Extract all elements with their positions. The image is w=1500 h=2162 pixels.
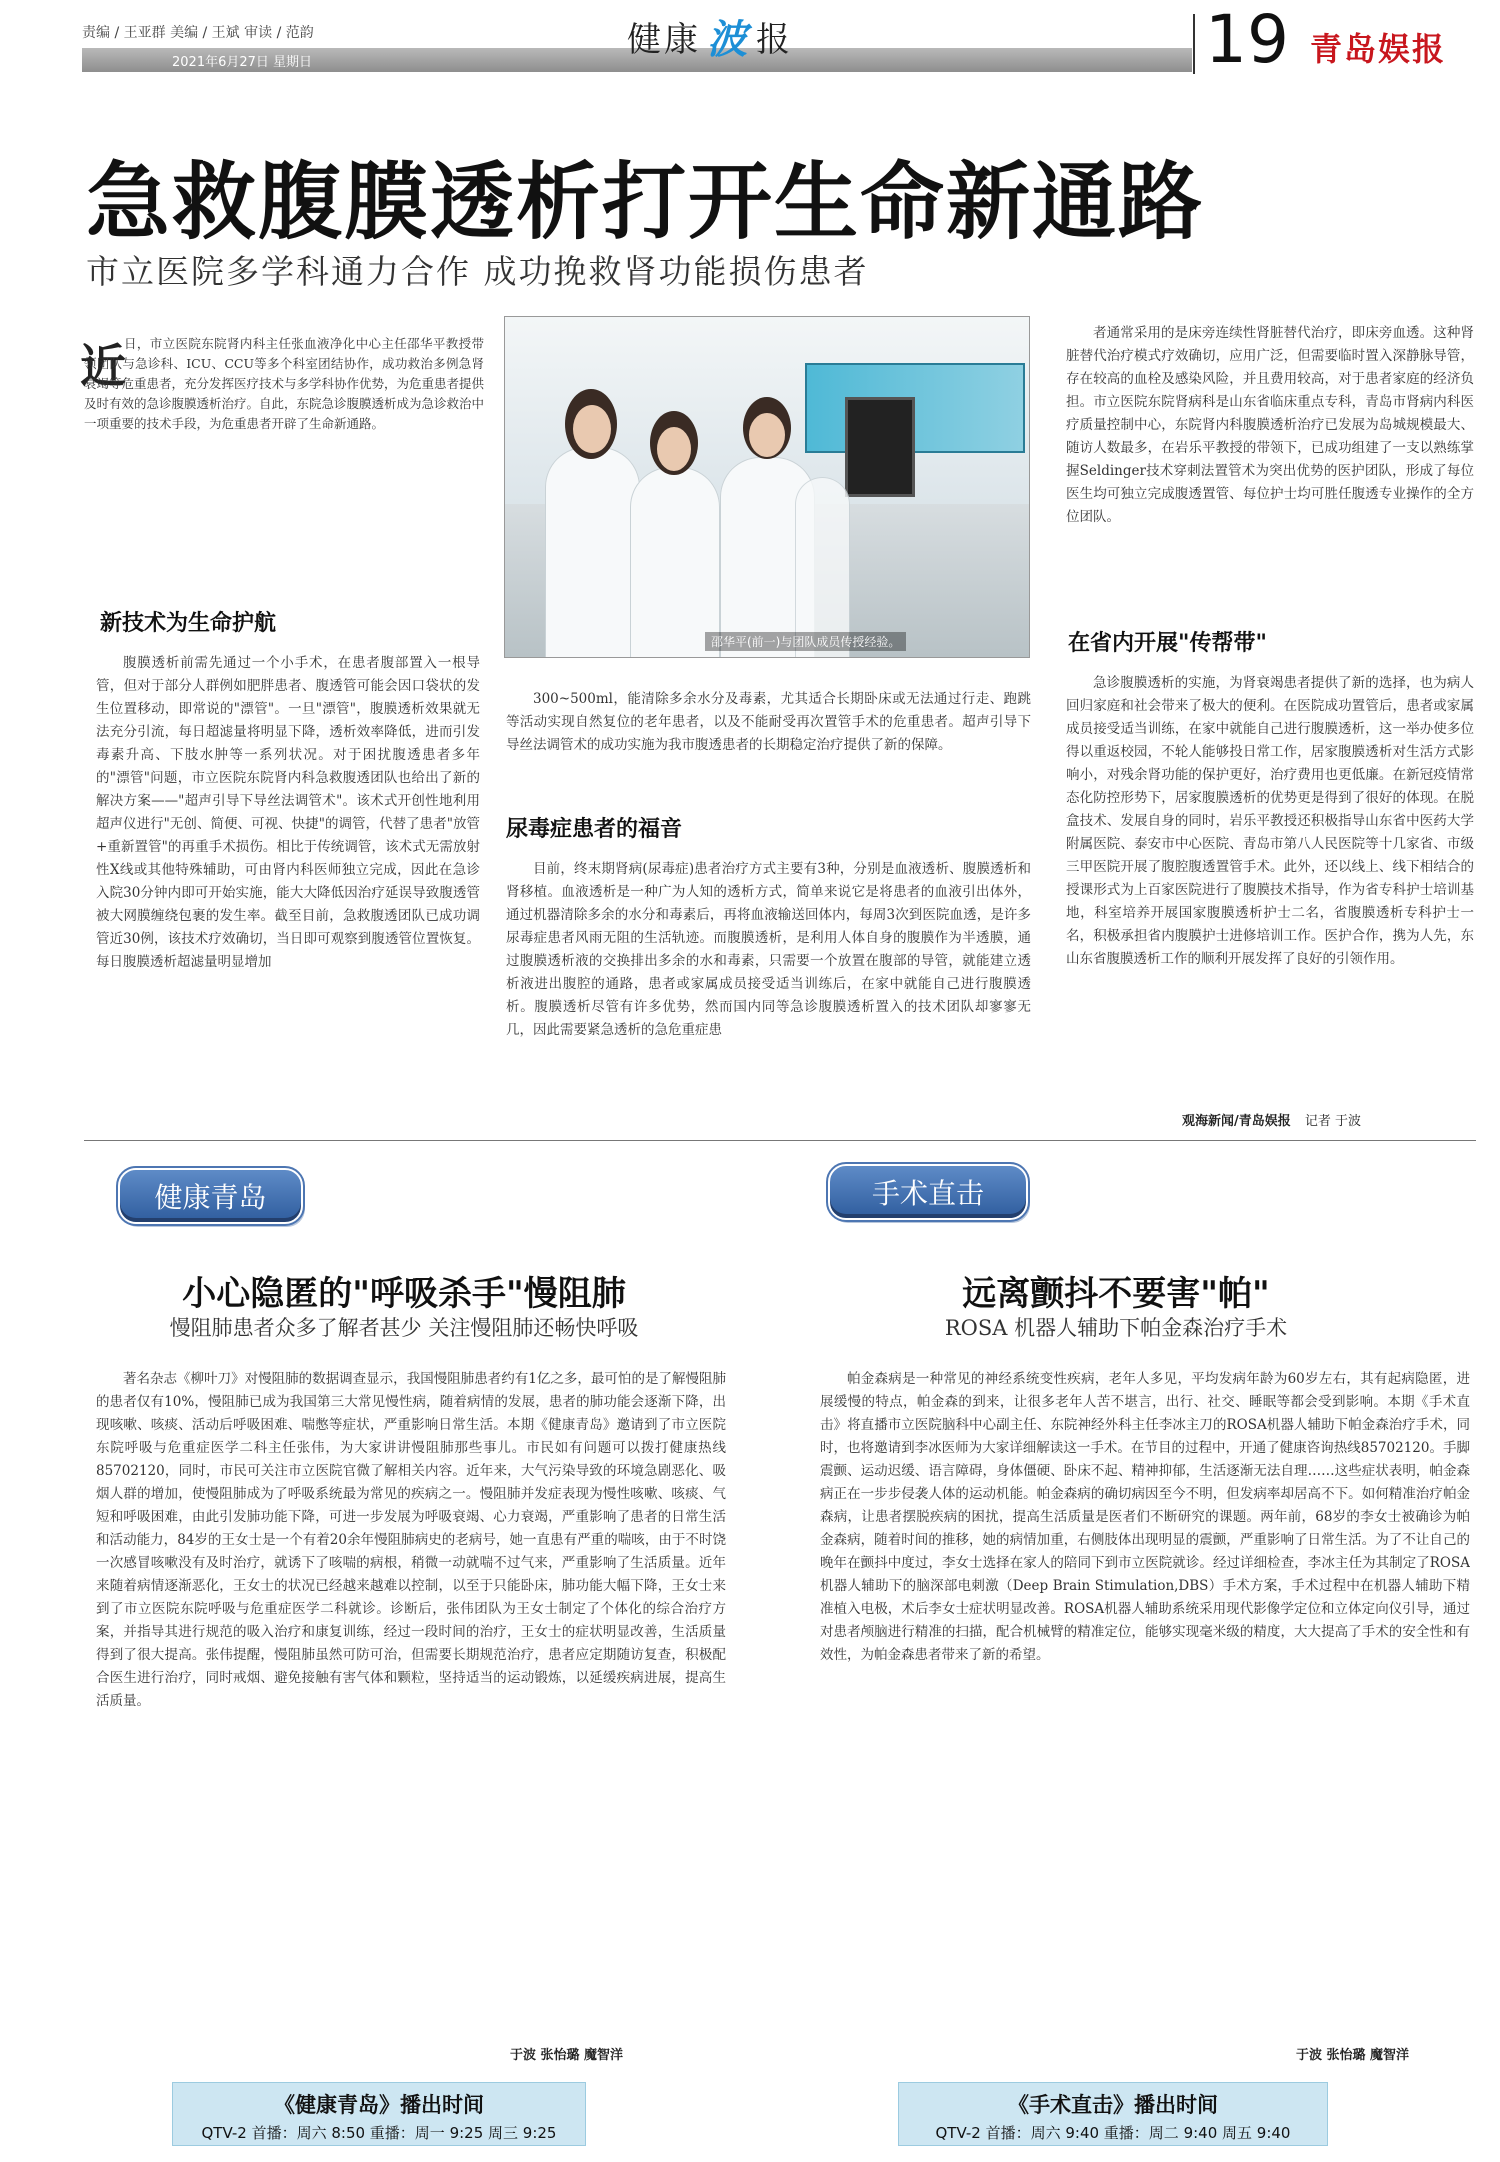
column-2-top-text (506, 688, 1031, 792)
left-schedule-times: QTV-2 首播：周六 8:50 重播：周一 9:25 周三 9:25 (201, 2124, 557, 2142)
header-divider (1193, 14, 1195, 74)
photo-person-1-face (573, 405, 611, 453)
column-2b-paragraph: 目前，终末期肾病(尿毒症)患者治疗方式主要有3种，分别是血液透析、腹膜透析和肾移植。血液透析是一种广为人知的透析方式，简单来说它是将患者的血液引出体外，通过机器清除多余的水分和毒素后，再将血液输送回体内，每周3次到医院血透，是许多尿毒症患者风雨无阻的生活轨迹。而腹膜透析，是利用人体自身的腹膜作为半透膜，通过腹膜透析液的交换排出多余的水和毒素，只需要一个放置在腹部的导管，就能建立透析液进出腹腔的通路，患者或家属成员接受适当训练后，在家中就能自己进行腹膜透析。腹膜透析尽管有许多优势，然而国内同等急诊腹膜透析置入的技术团队却寥寥无几，因此需要紧急透析的急危重症患 (506, 861, 1031, 1038)
main-byline (1182, 1110, 1361, 1129)
right-schedule-title: 《手术直击》播出时间 (1008, 2092, 1218, 2117)
left-article-paragraph: 著名杂志《柳叶刀》对慢阻肺的数据调查显示，我国慢阻肺患者约有1亿之多，最可怕的是了解慢阻肺的患者仅有10%，慢阻肺已成为我国第三大常见慢性病，随着病情的发展，患者的肺功能会逐渐下降，出现咳嗽、咳痰、活动后呼吸困难、喘憋等症状，严重影响日常生活。本期《健康青岛》邀请到了市立医院东院呼吸与危重症医学二科主任张伟，为大家讲讲慢阻肺那些事儿。市民如有问题可以拨打健康热线85702120，同时，市民可关注市立医院官微了解相关内容。近年来，大气污染导致的环境急剧恶化、吸烟人群的增加，使慢阻肺成为了呼吸系统最为常见的疾病之一。慢阻肺并发症表现为慢性咳嗽、咳痰、气短和呼吸困难，由此引发肺功能下降，可进一步发展为呼吸衰竭、心力衰竭，严重影响了患者的日常生活和活动能力，84岁的王女士是一个有着20余年慢阻肺病史的老病号，她一直患有严重的喘咳，由于不时饶一次感冒咳嗽没有及时治疗，就诱下了咳喘的病根，稍微一动就喘不过气来，严重影响了生活质量。近年来随着病情逐渐恶化，王女士的状况已经越来越难以控制，以至于只能卧床，肺功能大幅下降，王女士来到了市立医院东院呼吸与危重症医学二科就诊。诊断后，张伟团队为王女士制定了个体化的综合治疗方案，并指导其进行规范的吸入治疗和康复训练，经过一段时间的治疗，王女士的症状明显改善，生活质量得到了很大提高。张伟提醒，慢阻肺虽然可防可治，但需要长期规范治疗，患者应定期随访复查，积极配合医生进行治疗，同时戒烟、避免接触有害气体和颗粒，坚持适当的运动锻炼，以延缓疾病进展，提高生活质量。 (96, 1371, 726, 1709)
right-broadcast-schedule (898, 2082, 1328, 2146)
right-article-paragraph: 帕金森病是一种常见的神经系统变性疾病，老年人多见，平均发病年龄为60岁左右，其有起病隐匿，进展缓慢的特点，帕金森的到来，让很多老年人苦不堪言，出行、社交、睡眠等都会受到影响。本期《手术直击》将直播市立医院脑科中心副主任、东院神经外科主任李冰主刀的ROSA机器人辅助下帕金森治疗手术，同时，也将邀请到李冰医师为大家详细解读这一手术。在节目的过程中，开通了健康咨询热线85702120。手脚震颤、运动迟缓、语言障碍，身体僵硬、卧床不起、精神抑郁，生活逐渐无法自理……这些症状表明，帕金森病正在一步步侵袭人体的运动机能。帕金森病的确切病因至今不明，但发病率却居高不下。如何精准治疗帕金森病，让患者摆脱疾病的困扰，提高生活质量是医者们不断研究的课题。两年前，68岁的李女士被确诊为帕金森病，随着时间的推移，她的病情加重，右侧肢体出现明显的震颤，严重影响了日常生活。为了不让自己的晚年在颤抖中度过，李女士选择在家人的陪同下到市立医院就诊。经过详细检查，李冰主任为其制定了ROSA机器人辅助下的脑深部电刺激（Deep Brain Stimulation,DBS）手术方案，手术过程中在机器人辅助下精准植入电极，术后李女士症状明显改善。ROSA机器人辅助系统采用现代影像学定位和立体定向仪引导，通过对患者颅脑进行精准的扫描，配合机械臂的精准定位，能够实现毫米级的精度，大大提高了手术的安全性和有效性，为帕金森患者带来了新的希望。 (820, 1371, 1470, 1663)
lead-text: 日，市立医院东院肾内科主任张血液净化中心主任邵华平教授带领团队与急诊科、ICU、CCU等多个科室团结协作，成功救治多例急肾衰竭等危重患者，充分发挥医疗技术与多学科协作优势，为危重患者提供及时有效的急诊腹膜透析治疗。自此，东院急诊腹膜透析成为急诊救治中一项重要的技术手段，为危重患者开辟了生命新通路。 (84, 336, 484, 431)
badge-health-qingdao-label: 健康青岛 (154, 1181, 267, 1214)
photo-person-4 (795, 477, 850, 658)
column-3-paragraph: 者通常采用的是床旁连续性肾脏替代治疗，即床旁血透。这种肾脏替代治疗模式疗效确切，应用广泛，但需要临时置入深静脉导管，存在较高的血栓及感染风险，并且费用较高，对于患者家庭的经济负担。市立医院东院肾病科是山东省临床重点专科，青岛市肾病内科医疗质量控制中心，东院肾内科腹膜透析治疗已发展为岛城规模最大、随访人数最多，在岩乐平教授的带领下，已成功组建了一支以熟练掌握Seldinger技术穿刺法置管术为突出优势的医护团队，形成了每位医生均可独立完成腹透置管、每位护士均可胜任腹透专业操作的全方位团队。 (1066, 325, 1474, 525)
column-2-paragraph: 300~500ml，能清除多余水分及毒素，尤其适合长期卧床或无法通过行走、跑跳等活动实现自然复位的老年患者，以及不能耐受再次置管手术的危重患者。超声引导下导丝法调管术的成功实施为我市腹透患者的长期稳定治疗提供了新的保障。 (506, 691, 1031, 753)
column-title-a: 健康 (627, 19, 701, 60)
column-2-bottom-text (506, 858, 1031, 1134)
section-rule (84, 1140, 1476, 1141)
section-title-uremia: 尿毒症患者的福音 (506, 817, 683, 842)
column-1-paragraph: 腹膜透析前需先通过一个小手术，在患者腹部置入一根导管，但对于部分人群例如肥胖患者、腹透管可能会因口袋状的发生位置移动，即常说的"漂管"。一旦"漂管"，腹膜透析效果就无法充分引流，每日超滤量将明显下降，透析效率降低，进而引发毒素升高、下肢水肿等一系列状况。对于困扰腹透患者多年的"漂管"问题，市立医院东院肾内科急救腹透团队也给出了新的解决方案——"超声引导下导丝法调管术"。该术式开创性地利用超声仪进行"无创、简便、可视、快捷"的调管，代替了患者"放管+重新置管"的再重手术损伤。相比于传统调管，该术式无需放射性X线或其他特殊辅助，可由肾内科医师独立完成，因此在急诊入院30分钟内即可开始实施，能大大降低因治疗延误导致腹透管被大网膜缠绕包裹的发生率。截至目前，急救腹透团队已成功调管近30例，该技术疗效确切，当日即可观察到腹透管位置恢复。每日腹膜透析超滤量明显增加 (96, 655, 480, 970)
right-article-body (820, 1368, 1470, 2044)
newspaper-masthead: 青岛娱报 (1310, 30, 1447, 68)
column-3b-paragraph: 急诊腹膜透析的实施，为肾衰竭患者提供了新的选择，也为病人回归家庭和社会带来了极大的便利。在医院成功置管后，患者或家属成员接受适当训练，在家中就能自己进行腹膜透析，这一举办使多位得以重返校园，不轮人能够投日常工作，居家腹膜透析对生活方式影响小，对残余肾功能的保护更好，治疗费用也更低廉。在新冠疫情常态化防控形势下，居家腹膜透析的优势更是得到了很好的体现。在脱盒技术、发展自身的同时，岩乐平教授还积极指导山东省中医药大学附属医院、泰安市中心医院、青岛市第八人民医院等十几家省、市级三甲医院开展了腹腔腹透置管手术。此外，还以线上、线下相结合的授课形式为上百家医院进行了腹膜技术指导，作为省专科护士培训基地，科室培养开展国家腹膜透析护士二名，省腹膜透析专科护士一名，积极承担省内腹膜护士进修培训工作。医护合作，携为人先，东山东省腹膜透析工作的顺利开展发挥了良好的引领作用。 (1066, 675, 1474, 967)
left-article-subtitle: 慢阻肺患者众多了解者甚少 关注慢阻肺还畅快呼吸 (169, 1316, 639, 1340)
left-article-body (96, 1368, 726, 2044)
photo-board (805, 363, 1025, 453)
drop-cap: 近 (80, 339, 126, 393)
editors-line: 责编 / 王亚群 美编 / 王斌 审读 / 范韵 (82, 25, 314, 41)
column-1-text (96, 652, 480, 1134)
column-title-b: 报 (756, 19, 793, 60)
left-article-byline: 于波 张怡璐 魔智洋 (510, 2048, 624, 2063)
section-title-mentoring: 在省内开展"传帮带" (1068, 631, 1267, 656)
news-photo (504, 316, 1030, 658)
right-article-title: 远离颤抖不要害"帕" (962, 1274, 1270, 1314)
right-article-byline: 于波 张怡璐 魔智洋 (1296, 2048, 1410, 2063)
photo-person-2 (630, 467, 720, 658)
lead-paragraph (84, 334, 484, 564)
page-number: 19 (1205, 1, 1289, 78)
column-title (627, 8, 917, 64)
issue-date: 2021年6月27日 星期日 (172, 55, 313, 70)
badge-surgery-live (828, 1164, 1028, 1220)
left-schedule-title: 《健康青岛》播出时间 (274, 2092, 484, 2117)
badge-health-qingdao (118, 1168, 303, 1224)
column-3-top-text (1066, 322, 1474, 618)
photo-person-1 (545, 447, 640, 658)
photo-person-3-face (749, 413, 785, 457)
right-article-subtitle: ROSA 机器人辅助下帕金森治疗手术 (944, 1316, 1288, 1340)
column-3-bottom-text (1066, 672, 1474, 1108)
column-title-wave: 波 (707, 16, 750, 63)
photo-person-2-face (657, 427, 691, 471)
photo-monitor (845, 397, 915, 497)
left-broadcast-schedule (172, 2082, 586, 2146)
right-schedule-times: QTV-2 首播：周六 9:40 重播：周二 9:40 周五 9:40 (935, 2124, 1291, 2142)
section-title-new-tech: 新技术为生命护航 (100, 611, 277, 636)
main-subtitle: 市立医院多学科通力合作 成功挽救肾功能损伤患者 (86, 252, 869, 291)
badge-surgery-live-label: 手术直击 (871, 1177, 984, 1210)
left-article-title: 小心隐匿的"呼吸杀手"慢阻肺 (182, 1274, 626, 1314)
byline-source: 观海新闻/青岛娱报 (1182, 1114, 1291, 1129)
main-headline: 急救腹膜透析打开生命新通路 (86, 153, 1205, 251)
photo-caption: 邵华平(前一)与团队成员传授经验。 (705, 632, 906, 651)
byline-reporter: 记者 于波 (1304, 1114, 1362, 1129)
